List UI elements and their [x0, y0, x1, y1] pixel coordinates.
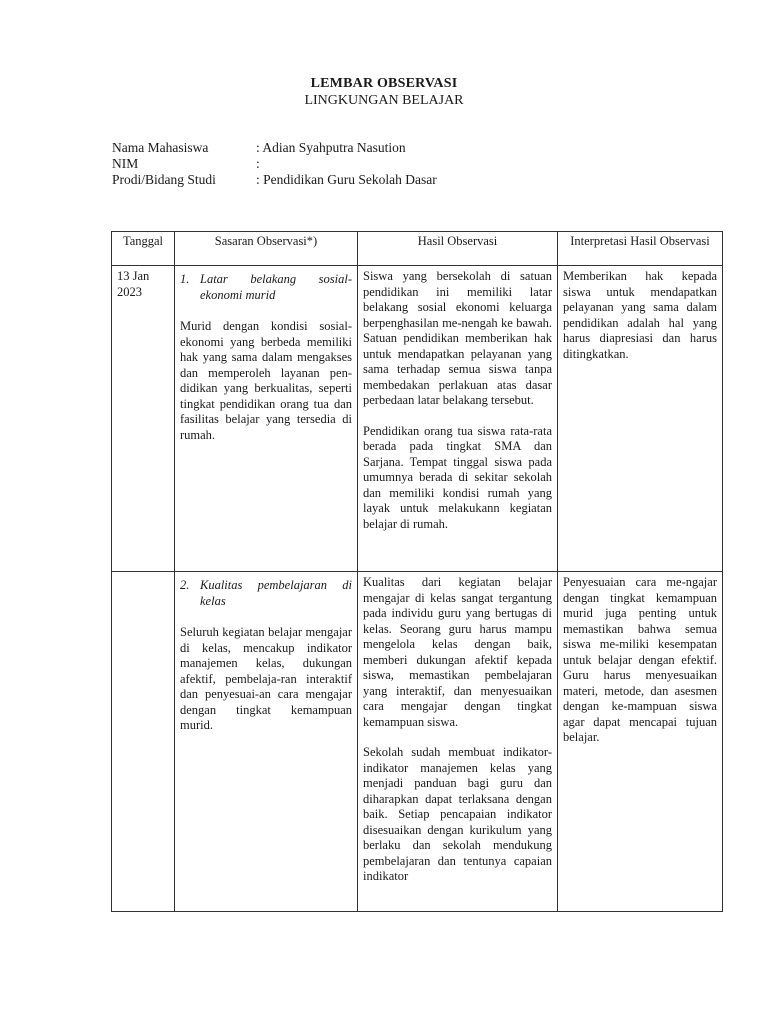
result-cell: [358, 572, 558, 912]
target-cell: [175, 266, 358, 572]
target-item: [180, 578, 352, 609]
table-header-row: [112, 232, 723, 266]
observation-table: [111, 231, 723, 912]
page-subtitle: LINGKUNGAN BELAJAR: [304, 93, 464, 108]
result-paragraph: Sekolah sudah membuat indikator-indikator manajemen kelas yang menjadi panduan bagi guru dan diharapkan dapat terlaksana dengan baik. Setiap pencapaian indikator disesuaikan dengan kurikulum yang berlaku dan sekolah mendukung pembelajaran dan tentunya capaian indikator: [363, 745, 552, 883]
target-number: 1.: [180, 272, 190, 286]
interpretation-cell: [558, 572, 723, 912]
result-paragraph: Kualitas dari kegiatan belajar mengajar di kelas sangat tergantung pada individu guru yang bertugas di kelas. Seorang guru harus mampu mengelola kelas dengan baik, memberi dukungan afektif kepada siswa, memastikan pembelajaran yang interaktif, dan menyesuaikan cara mengajar dengan tingkat kemampuan siswa.: [363, 575, 552, 729]
result-cell: [358, 266, 558, 572]
result-paragraph: Siswa yang bersekolah di satuan pendidikan ini memiliki latar belakang sosial ekonomi keluarga berpenghasilan me-nengah ke bawah. Satuan pendidikan memberikan hak untuk mendapatkan pelayanan yang sama terhadap semua siswa tanpa membedakan perlakuan atas dasar perbedaan latar belakang tersebut.: [363, 269, 552, 407]
identity-label: NIM: [112, 156, 139, 171]
target-description: Seluruh kegiatan belajar mengajar di kelas, mencakup indikator manajemen kelas, dukungan afektif, pembelaja-ran interaktif dan penyesuai-an cara mengajar dengan tingkat kemampuan murid.: [180, 625, 352, 732]
target-description: Murid dengan kondisi sosial-ekonomi yang berbeda memiliki hak yang sama dalam mengakses dan memperoleh layanan pen-didikan yang berkualitas, seperti tingkat pendidikan orang tua dan fasilitas belajar yang tersedia di rumah.: [180, 319, 352, 442]
interpretation-cell: [558, 266, 723, 572]
target-item: [180, 272, 352, 303]
identity-label: Prodi/Bidang Studi: [112, 172, 216, 187]
header-sasaran: Sasaran Observasi*): [175, 232, 358, 266]
header-interpretasi: Interpretasi Hasil Observasi: [558, 232, 723, 266]
target-cell: [175, 572, 358, 912]
interpretation-text: Penyesuaian cara me-ngajar dengan tingkat kemampuan murid juga penting untuk memastikan bahwa semua siswa me-miliki kesempatan untuk belajar dengan efektif. Guru harus menyesuaikan materi, metode, dan asesmen dengan ke-mampuan siswa agar dapat mencapai tujuan belajar.: [563, 575, 717, 744]
identity-value: :: [256, 156, 260, 171]
header-hasil: Hasil Observasi: [358, 232, 558, 266]
page-title: LEMBAR OBSERVASI: [310, 76, 458, 91]
date-cell: [112, 572, 175, 912]
target-title: Latar belakang sosial-ekonomi murid: [200, 272, 352, 302]
date-cell: [112, 266, 175, 572]
target-number: 2.: [180, 578, 190, 592]
result-paragraph: Pendidikan orang tua siswa rata-rata berada pada tingkat SMA dan Sarjana. Tempat tinggal siswa pada umumnya berada di sekitar sekolah dan memiliki kondisi rumah yang layak untuk melakukann kegiatan belajar di rumah.: [363, 423, 552, 531]
table-row: [112, 266, 723, 572]
date-text: 13 Jan 2023: [117, 269, 150, 299]
target-title: Kualitas pembelajaran di kelas: [200, 578, 352, 608]
interpretation-text: Memberikan hak kepada siswa untuk mendapatkan pelayanan yang sama dalam pendidikan adalah hal yang harus diapresiasi dan harus ditingkatkan.: [563, 269, 717, 361]
table-row: [112, 572, 723, 912]
identity-value: : Pendidikan Guru Sekolah Dasar: [256, 172, 437, 187]
identity-label: Nama Mahasiswa: [112, 140, 209, 155]
identity-value: : Adian Syahputra Nasution: [256, 140, 406, 155]
header-tanggal: Tanggal: [112, 232, 175, 266]
